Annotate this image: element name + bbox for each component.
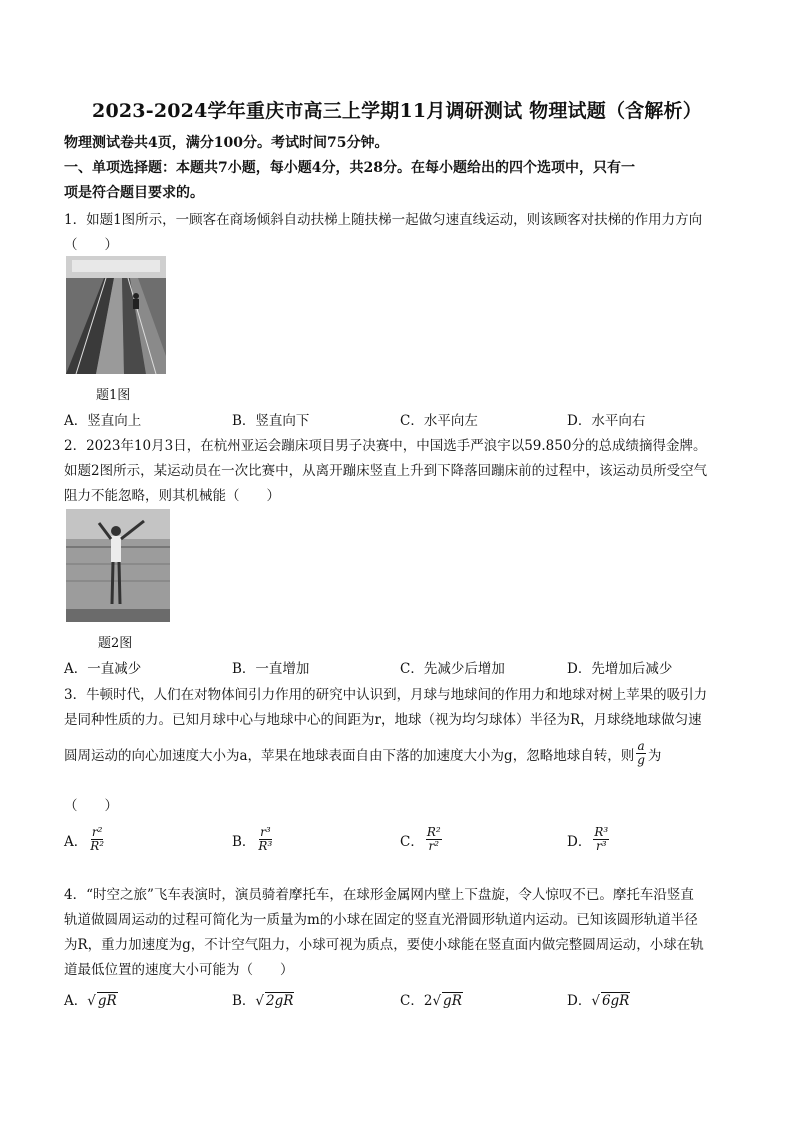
q3-option-d-label: D． (567, 833, 592, 850)
sqrt-icon: √ (87, 993, 96, 1009)
section-heading-line1: 一、单项选择题：本题共7小题，每小题4分，共28分。在每小题给出的四个选项中，只有一 (64, 160, 635, 176)
q3-option-a-numerator: r² (91, 825, 103, 839)
section-heading-line2: 项是符合题目要求的。 (64, 185, 204, 201)
q2-option-c[interactable]: C．先减少后增加 (400, 661, 505, 677)
q3-option-d-denominator: r³ (595, 839, 607, 853)
q3-stem-line3-text: 圆周运动的向心加速度大小为a，苹果在地球表面自由下落的加速度大小为g，忽略地球自转，则 (64, 747, 635, 764)
q1-figure-caption: 题1图 (96, 388, 131, 403)
q3-option-a[interactable] (64, 826, 107, 853)
q4-stem-line2: 轨道做圆周运动的过程可简化为一质量为m的小球在固定的竖直光滑圆形轨道内运动。已知该圆形轨道半径 (64, 912, 698, 928)
q4-option-c-radicand: gR (443, 993, 462, 1009)
q3-option-d-fraction (593, 826, 609, 853)
q4-option-c-label: C． (400, 993, 424, 1009)
q3-option-b-label: B． (232, 833, 256, 850)
q3-option-c-label: C． (400, 833, 424, 850)
q3-stem-line4: （ ） (64, 798, 118, 814)
q3-option-d-numerator: R³ (594, 825, 609, 839)
q3-ratio-numerator: a (637, 739, 645, 753)
q3-option-a-fraction (89, 826, 105, 853)
q4-option-d-label: D． (567, 993, 592, 1009)
q1-stem-line1: 1．如题1图所示，一顾客在商场倾斜自动扶梯上随扶梯一起做匀速直线运动，则该顾客对扶梯的作用力方向 (64, 212, 703, 228)
q2-stem-line2: 如题2图所示，某运动员在一次比赛中，从离开蹦床竖直上升到下降落回蹦床前的过程中，该运动员所受空气 (64, 463, 708, 479)
q4-option-c[interactable] (400, 989, 463, 1009)
q4-option-a-label: A． (64, 993, 88, 1009)
q4-option-b-label: B． (232, 993, 256, 1009)
q2-option-d[interactable]: D．先增加后减少 (567, 661, 673, 677)
q3-ratio-denominator: g (637, 753, 645, 767)
q3-stem-line3-tail: 为 (647, 747, 662, 764)
q4-option-a-radicand: gR (97, 993, 117, 1009)
q2-figure-caption: 题2图 (98, 636, 133, 651)
q4-option-d-radicand: 6gR (601, 993, 630, 1009)
q3-option-c-fraction (426, 826, 442, 853)
q3-option-b-fraction (257, 826, 273, 853)
exam-info: 物理测试卷共4页，满分100分。考试时间75分钟。 (64, 135, 389, 151)
q2-stem-line3: 阻力不能忽略，则其机械能（ ） (64, 488, 280, 504)
q3-stem-line3 (64, 740, 661, 767)
q4-option-a[interactable] (64, 989, 118, 1009)
q2-stem-line1: 2．2023年10月3日，在杭州亚运会蹦床项目男子决赛中，中国选手严浪宇以59.850分的总成绩摘得金牌。 (64, 438, 707, 454)
q2-option-a[interactable]: A．一直减少 (64, 661, 142, 677)
q1-option-b[interactable]: B．竖直向下 (232, 413, 310, 429)
sqrt-icon: √ (255, 993, 265, 1009)
q1-stem-line2: （ ） (64, 237, 118, 253)
q2-option-b[interactable]: B．一直增加 (232, 661, 310, 677)
q1-option-a[interactable]: A．竖直向上 (64, 413, 142, 429)
q1-option-d[interactable]: D．水平向右 (567, 413, 646, 429)
q3-option-d[interactable] (567, 826, 611, 853)
q4-stem-line4: 道最低位置的速度大小可能为（ ） (64, 962, 294, 978)
q3-option-b-denominator: R³ (258, 839, 273, 853)
q4-stem-line3: 为R，重力加速度为g，不计空气阻力，小球可视为质点，要使小球能在竖直面内做完整圆周运动，小球在轨 (64, 937, 704, 953)
q3-option-a-denominator: R² (90, 839, 105, 853)
q3-option-b[interactable] (232, 826, 275, 853)
q3-option-c-numerator: R² (426, 825, 441, 839)
q3-option-c[interactable] (400, 826, 444, 853)
q4-option-b[interactable] (232, 989, 294, 1009)
q2-trampoline-photo (66, 509, 170, 622)
q3-option-c-denominator: r² (428, 839, 440, 853)
q4-option-d[interactable] (567, 989, 630, 1009)
q1-option-c[interactable]: C．水平向左 (400, 413, 478, 429)
q4-option-b-radicand: 2gR (266, 993, 294, 1009)
q3-stem-line2: 是同种性质的力。已知月球中心与地球中心的间距为r，地球（视为均匀球体）半径为R，月球绕地球做匀速 (64, 712, 702, 728)
q3-option-b-numerator: r³ (260, 825, 271, 839)
sqrt-icon: √ (591, 993, 600, 1009)
q4-option-c-coef: 2 (423, 993, 433, 1009)
page-title: 2023-2024学年重庆市高三上学期11月调研测试 物理试题（含解析） (92, 100, 702, 122)
q3-stem-line1: 3．牛顿时代，人们在对物体间引力作用的研究中认识到，月球与地球间的作用力和地球对树上苹果的吸引力 (64, 687, 708, 703)
sqrt-icon: √ (432, 993, 442, 1009)
q3-ratio-fraction (636, 740, 646, 767)
q1-escalator-photo (66, 256, 166, 374)
q3-option-a-label: A． (64, 833, 88, 850)
q4-stem-line1: 4．“时空之旅”飞车表演时，演员骑着摩托车，在球形金属网内壁上下盘旋，令人惊叹不已。摩托车沿竖直 (64, 887, 694, 903)
